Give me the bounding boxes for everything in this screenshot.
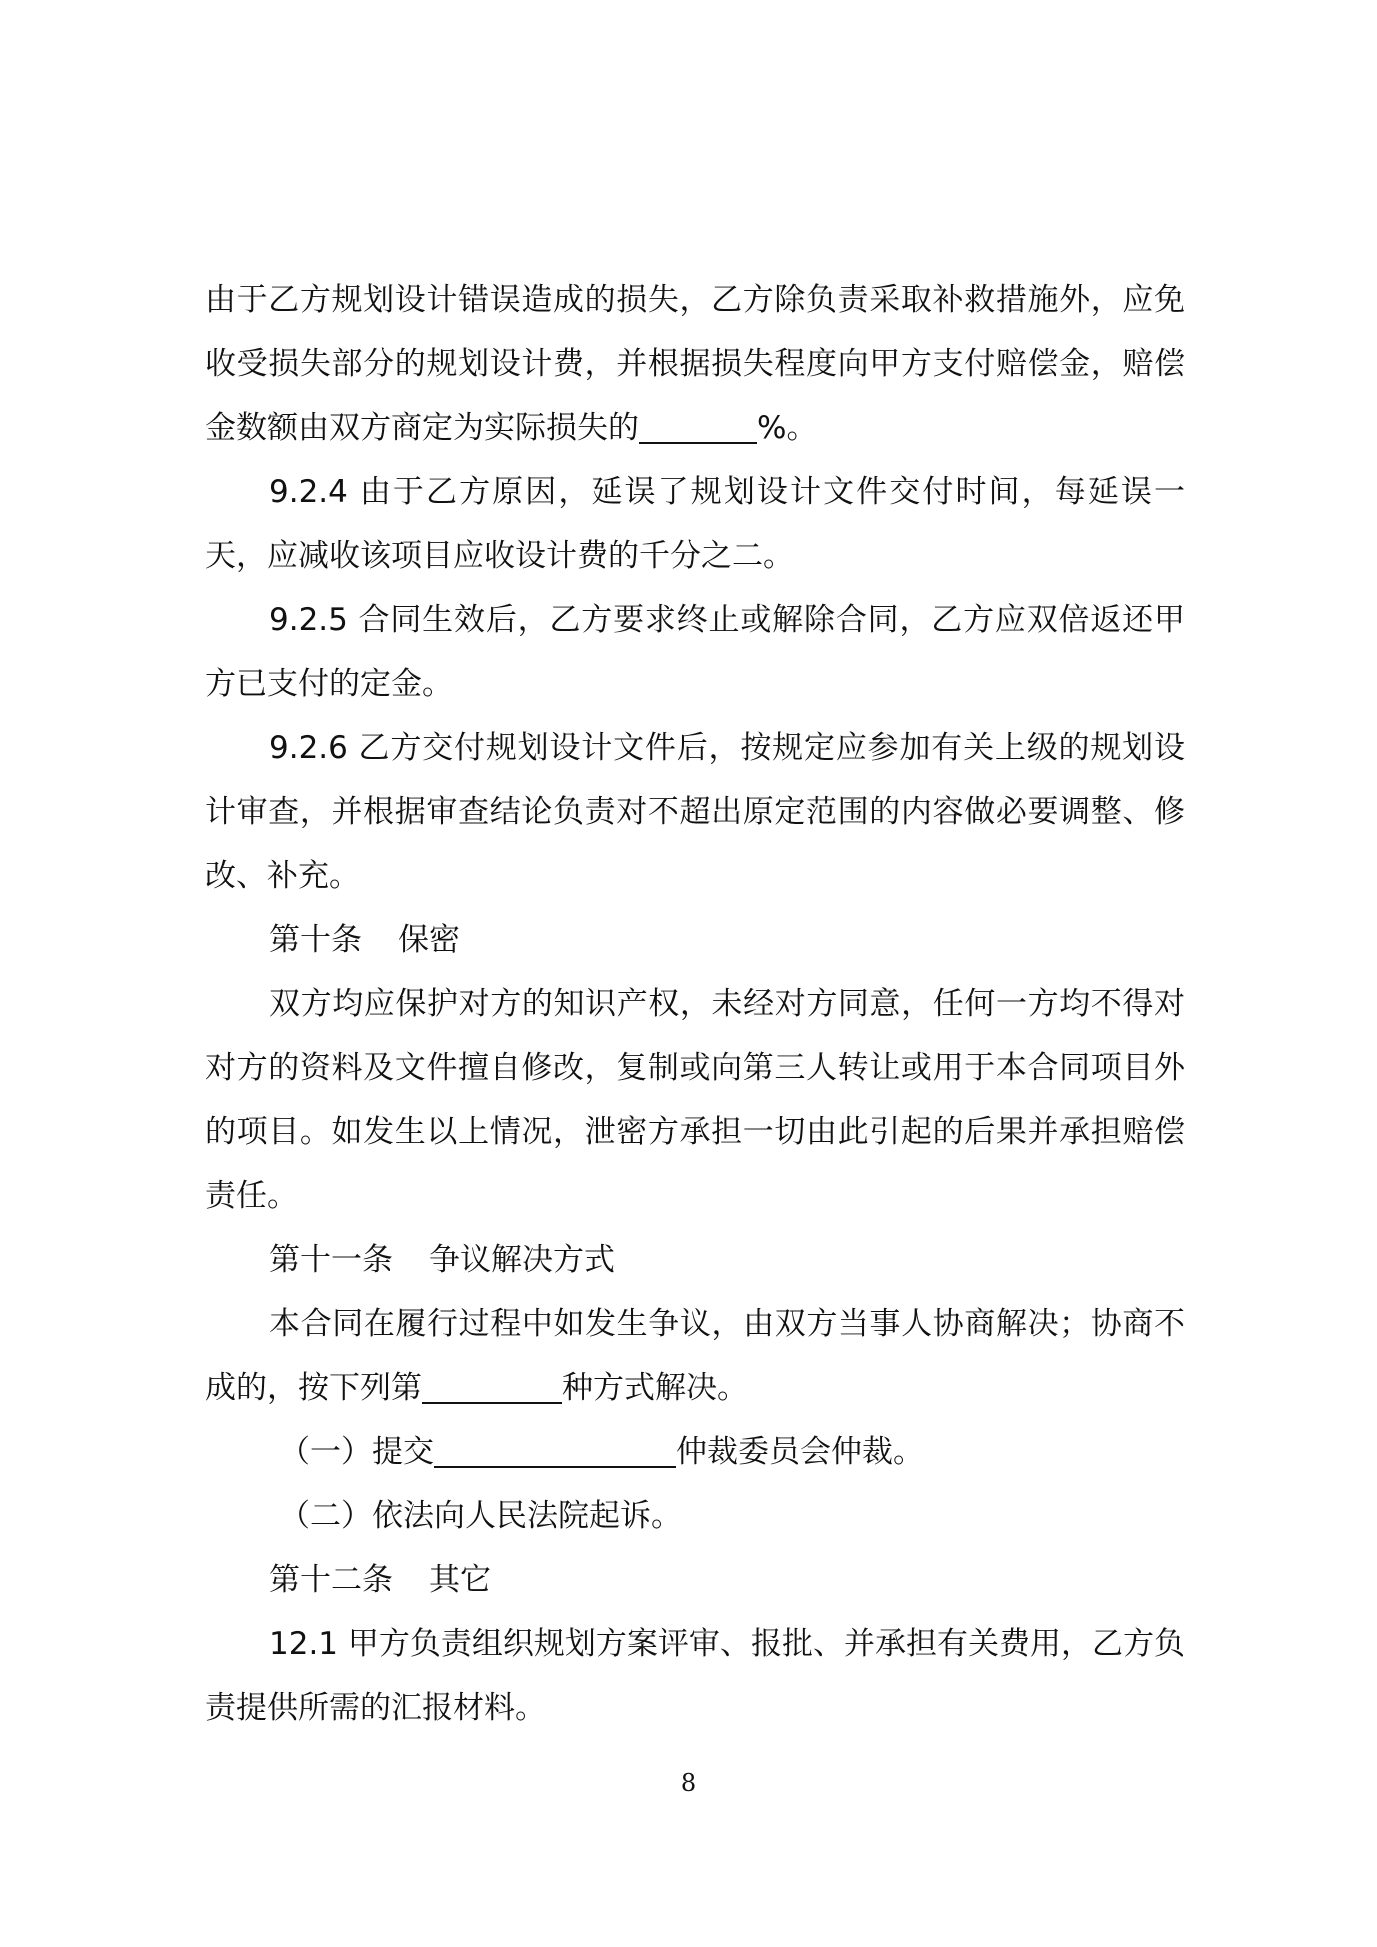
article-10-number: 第十条 <box>269 922 362 958</box>
dispute-method-blank <box>422 1370 562 1404</box>
dispute-option-arbitration <box>205 1420 1185 1484</box>
paragraph-compensation <box>205 268 1185 460</box>
dispute-method-text: 种方式解决。 <box>562 1370 748 1406</box>
arbitration-prefix: （一）提交 <box>279 1434 434 1470</box>
arbitration-committee-blank <box>434 1434 676 1468</box>
arbitration-suffix: 仲裁委员会仲裁。 <box>676 1434 924 1470</box>
article-12-heading <box>205 1548 1185 1612</box>
dispute-text: 本合同在履行过程中如发生争议，由双方当事人协商解决；协商不成的，按下列第 <box>205 1306 1185 1406</box>
paragraph-9-2-4: 9.2.4 由于乙方原因，延误了规划设计文件交付时间，每延误一天，应减收该项目应收设计费的千分之二。 <box>205 474 1185 574</box>
percentage-blank <box>639 410 757 444</box>
paragraph-9-2-5: 9.2.5 合同生效后，乙方要求终止或解除合同，乙方应双倍返还甲方已支付的定金。 <box>205 602 1185 702</box>
paragraph-confidentiality: 双方均应保护对方的知识产权，未经对方同意，任何一方均不得对对方的资料及文件擅自修改，复制或向第三人转让或用于本合同项目外的项目。如发生以上情况，泄密方承担一切由此引起的后果并承担赔偿责任。 <box>205 986 1185 1214</box>
dispute-option-court: （二）依法向人民法院起诉。 <box>279 1498 682 1534</box>
article-11-title: 争议解决方式 <box>429 1242 615 1278</box>
page-number: 8 <box>680 1769 697 1797</box>
percentage-text: %。 <box>757 410 818 446</box>
article-10-title: 保密 <box>398 922 460 958</box>
paragraph-dispute <box>205 1292 1185 1420</box>
paragraph-9-2-6: 9.2.6 乙方交付规划设计文件后，按规定应参加有关上级的规划设计审查，并根据审查结论负责对不超出原定范围的内容做必要调整、修改、补充。 <box>205 730 1185 894</box>
contract-text <box>205 268 1185 1740</box>
article-11-number: 第十一条 <box>269 1242 393 1278</box>
article-12-number: 第十二条 <box>269 1562 393 1598</box>
article-11-heading <box>205 1228 1185 1292</box>
paragraph-12-1: 12.1 甲方负责组织规划方案评审、报批、并承担有关费用，乙方负责提供所需的汇报材料。 <box>205 1626 1185 1726</box>
article-12-title: 其它 <box>429 1562 491 1598</box>
compensation-text: 由于乙方规划设计错误造成的损失，乙方除负责采取补救措施外，应免收受损失部分的规划设计费，并根据损失程度向甲方支付赔偿金，赔偿金数额由双方商定为实际损失的 <box>205 282 1185 446</box>
article-10-heading <box>205 908 1185 972</box>
